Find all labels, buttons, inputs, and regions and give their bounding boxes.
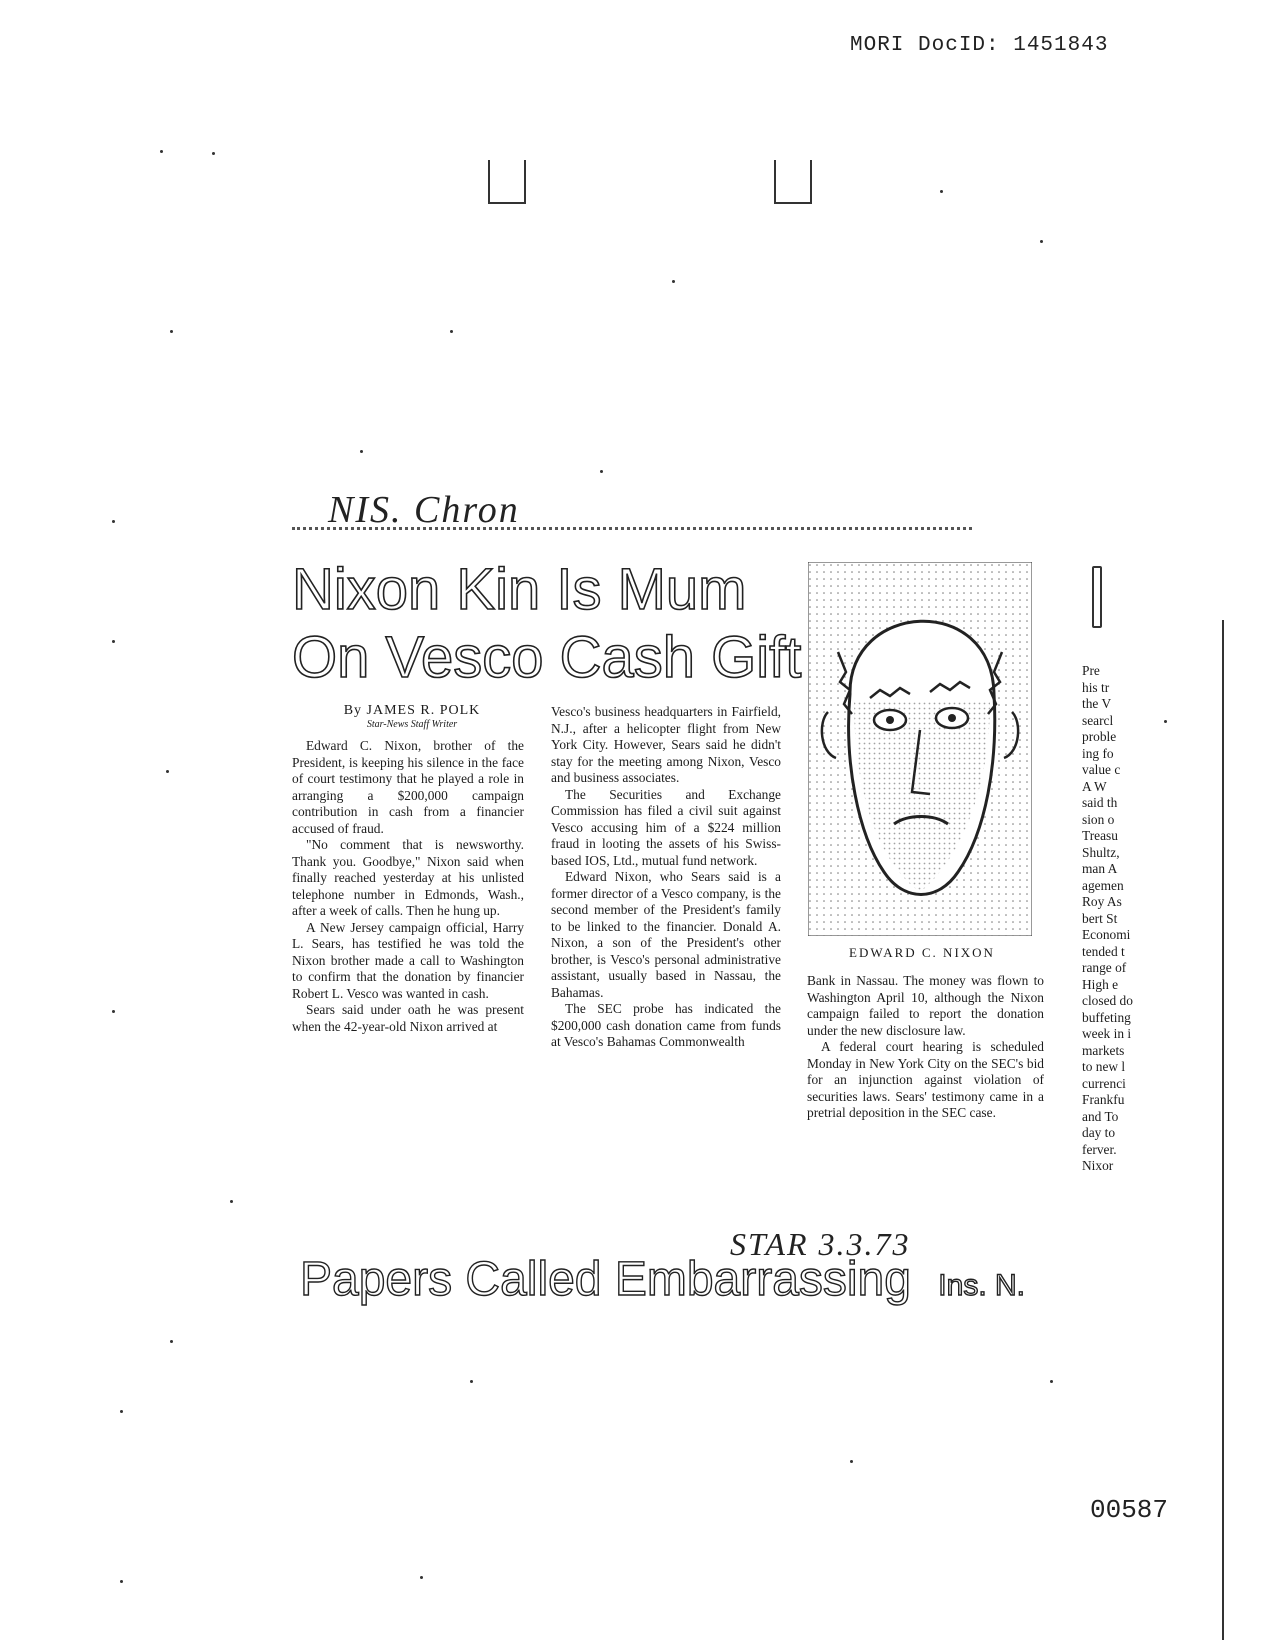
second-headline xyxy=(300,1252,1060,1307)
line-fragment: Treasu xyxy=(1082,828,1118,843)
line-fragment: closed do xyxy=(1082,993,1133,1008)
scan-speck xyxy=(672,280,675,283)
scan-speck xyxy=(112,1010,115,1013)
portrait-caption: EDWARD C. NIXON xyxy=(849,945,995,960)
scan-speck xyxy=(170,330,173,333)
line-fragment: currenci xyxy=(1082,1075,1126,1091)
line-fragment: ferver. xyxy=(1082,1141,1117,1157)
paragraph: Sears said under oath he was present when the 42-year-old Nixon arrived at xyxy=(292,1002,524,1034)
line-fragment: searcl xyxy=(1082,712,1114,728)
scan-speck xyxy=(212,152,215,155)
scan-speck xyxy=(1050,1380,1053,1383)
clip-bracket-right xyxy=(774,160,812,204)
line-fragment: range of xyxy=(1082,960,1127,975)
article-column-2 xyxy=(551,704,781,1051)
paragraph: The SEC probe has indicated the $200,000 cash donation came from funds at Vesco's Bahamas Commonwealth xyxy=(551,1001,781,1049)
paragraph: Vesco's business headquarters in Fairfield, N.J., after a helicopter flight from New York City. However, Sears said he didn't stay for the meeting among Nixon, Vesco and business associates. xyxy=(551,704,781,785)
adjacent-article-column xyxy=(1082,663,1140,1175)
line-fragment: markets xyxy=(1082,1042,1125,1058)
handwritten-note: NIS. Chron xyxy=(328,489,520,531)
scan-speck xyxy=(160,150,163,153)
byline xyxy=(322,703,502,730)
scan-speck xyxy=(940,190,943,193)
line-fragment: Nixor xyxy=(1082,1158,1114,1173)
line-fragment: day to xyxy=(1082,1125,1116,1140)
line-fragment: and To xyxy=(1082,1108,1119,1124)
line-fragment: Roy As xyxy=(1082,894,1122,909)
headline-line-2: On Vesco Cash Gift xyxy=(292,625,802,690)
line-fragment: sion o xyxy=(1082,811,1115,827)
scan-speck xyxy=(420,1576,423,1579)
scan-speck xyxy=(120,1580,123,1583)
line-fragment: ing fo xyxy=(1082,745,1114,761)
scan-speck xyxy=(166,770,169,773)
line-fragment: Frankfu xyxy=(1082,1092,1125,1107)
line-fragment: his tr xyxy=(1082,679,1110,695)
paragraph: A federal court hearing is scheduled Monday in New York City on the SEC's bid for an injunction against violation of securities laws. Sears' testimony came in a pretrial deposition in the SEC case. xyxy=(807,1039,1044,1120)
line-fragment: A W xyxy=(1082,778,1107,794)
scan-speck xyxy=(470,1380,473,1383)
line-fragment: bert St xyxy=(1082,910,1118,926)
clipping-top-rule xyxy=(292,527,972,530)
paragraph: Edward C. Nixon, brother of the President, is keeping his silence in the face of court testimony that he played a role in arranging a $200,000 campaign contribution in cash from a financier accused of fraud. xyxy=(292,738,524,836)
scan-speck xyxy=(230,1200,233,1203)
scan-speck xyxy=(112,640,115,643)
scan-speck xyxy=(120,1410,123,1413)
line-fragment: tended t xyxy=(1082,943,1125,959)
portrait-sketch xyxy=(808,562,1032,936)
scan-speck xyxy=(112,520,115,523)
line-fragment: value c xyxy=(1082,762,1121,777)
document-id: MORI DocID: 1451843 xyxy=(850,34,1109,57)
paragraph: The Securities and Exchange Commission has filed a civil suit against Vesco accusing him of a $224 million fraud in looting the assets of his Swiss-based IOS, Ltd., mutual fund network. xyxy=(551,786,781,868)
paragraph: "No comment that is newsworthy. Thank you. Goodbye," Nixon said when finally reached yesterday at his unlisted telephone number in Edmonds, Wash., after a week of calls. Then he hung up. xyxy=(292,837,524,918)
line-fragment: proble xyxy=(1082,729,1117,744)
scan-speck xyxy=(360,450,363,453)
portrait-illustration xyxy=(808,562,1032,936)
handwritten-date: STAR 3.3.73 xyxy=(730,1226,911,1262)
article-column-3 xyxy=(807,973,1044,1122)
line-fragment: Shultz, xyxy=(1082,844,1120,860)
second-headline-tail: Ins. N. xyxy=(938,1269,1025,1302)
scan-speck xyxy=(170,1340,173,1343)
line-fragment: the V xyxy=(1082,696,1112,711)
line-fragment: said th xyxy=(1082,795,1118,810)
scan-speck xyxy=(600,470,603,473)
clip-bracket-left xyxy=(488,160,526,204)
paragraph: A New Jersey campaign official, Harry L. Sears, has testified he was told the Nixon brother made a call to Washington to confirm that the donation by financier Robert L. Vesco was wanted in cash. xyxy=(292,919,524,1001)
byline-author: By JAMES R. POLK xyxy=(343,703,481,718)
adjacent-headline-fragment xyxy=(1092,566,1102,628)
line-fragment: week in i xyxy=(1082,1026,1132,1041)
paragraph: Edward Nixon, who Sears said is a former director of a Vesco company, is the second member of the President's family to be linked to the financier. Donald A. Nixon, a son of the President's other brother, is Vesco's personal administrative assistant, usually based in Nassau, the Bahamas. xyxy=(551,869,781,1000)
scan-speck xyxy=(1164,720,1167,723)
second-headline-text: Papers Called Embarrassing xyxy=(300,1253,911,1306)
line-fragment: to new l xyxy=(1082,1059,1126,1074)
line-fragment: Pre xyxy=(1082,663,1100,678)
scan-speck xyxy=(850,1460,853,1463)
page-edge-line xyxy=(1222,620,1224,1640)
page-number: 00587 xyxy=(1090,1495,1169,1525)
article-column-1 xyxy=(292,738,524,1035)
headline xyxy=(292,556,812,692)
line-fragment: buffeting xyxy=(1082,1009,1131,1025)
byline-affiliation: Star-News Staff Writer xyxy=(366,719,458,730)
paragraph: Bank in Nassau. The money was flown to Washington April 10, although the Nixon campaign failed to report the donation under the new disclosure law. xyxy=(807,973,1044,1038)
scan-speck xyxy=(450,330,453,333)
line-fragment: Economi xyxy=(1082,927,1131,942)
scan-speck xyxy=(1040,240,1043,243)
line-fragment: High e xyxy=(1082,976,1119,992)
line-fragment: man A xyxy=(1082,861,1118,876)
line-fragment: agemen xyxy=(1082,877,1124,893)
headline-line-1: Nixon Kin Is Mum xyxy=(292,557,747,622)
